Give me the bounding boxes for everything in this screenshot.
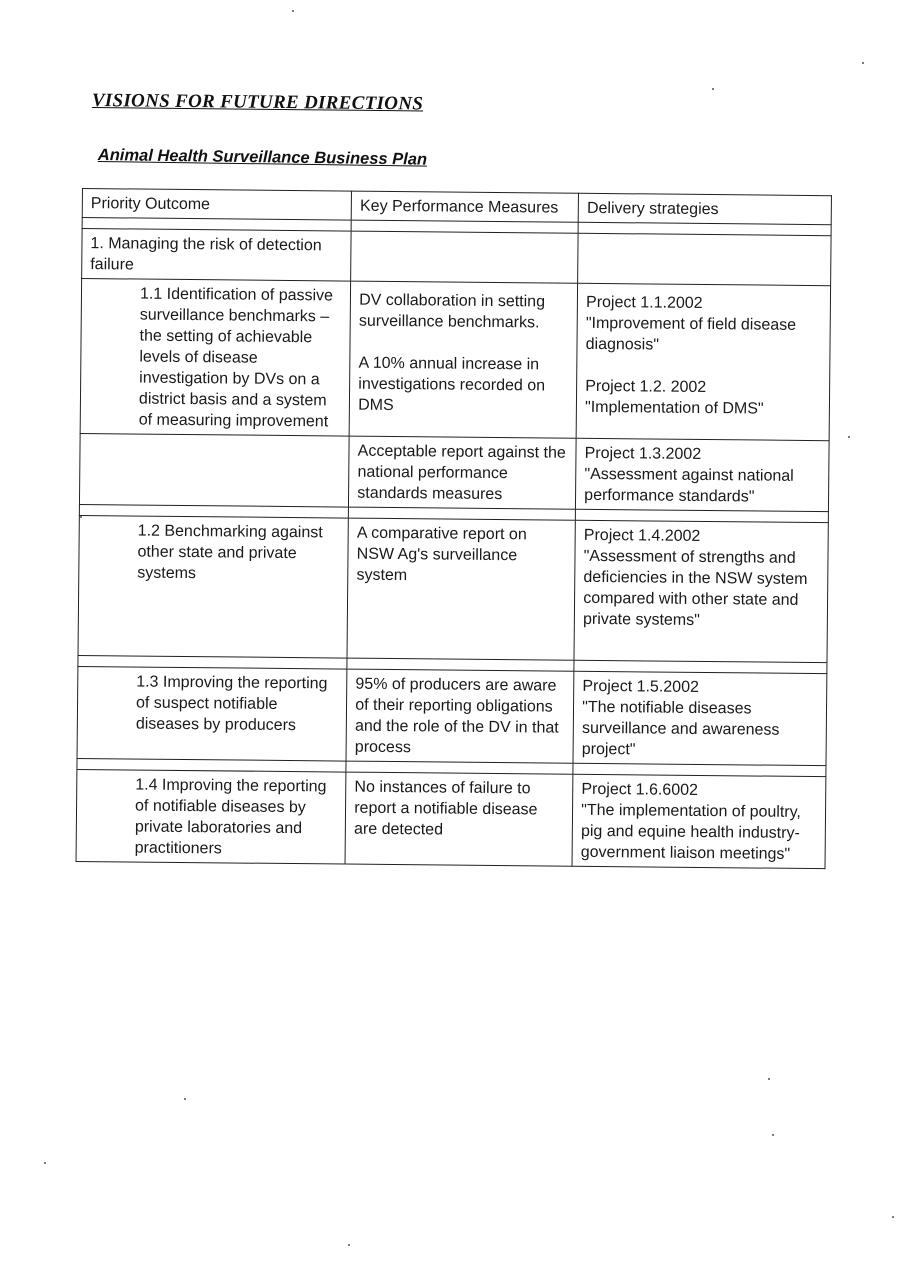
delivery-cell: Project 1.6.6002 "The implementation of poultry, pig and equine health industry-government liaison meetings" (572, 774, 826, 868)
scan-speck (292, 10, 294, 12)
outcome-cell (79, 433, 349, 507)
header-priority-outcome: Priority Outcome (82, 189, 351, 221)
outcome-cell: 1.2 Benchmarking against other state and private systems (78, 515, 349, 658)
table-row (79, 433, 829, 511)
section-heading-row (82, 229, 831, 286)
scan-speck (848, 436, 850, 438)
header-delivery-strategies: Delivery strategies (578, 193, 831, 224)
outcome-cell: 1.1 Identification of passive surveillance benchmarks – the setting of achievable levels of disease investigation by DVs on a district basis and a system of measuring improvement (80, 279, 351, 437)
outcome-cell: 1.3 Improving the reporting of suspect notifiable diseases by producers (77, 666, 347, 761)
outcome-cell: 1.4 Improving the reporting of notifiable diseases by private laboratories and practitioners (76, 769, 346, 864)
scan-speck (348, 1244, 350, 1246)
scan-speck (862, 62, 864, 64)
delivery-cell: Project 1.5.2002 "The notifiable diseases surveillance and awareness project" (573, 671, 827, 765)
table-row (80, 279, 830, 441)
kpm-cell: A comparative report on NSW Ag's surveillance system (347, 518, 575, 660)
table-row (76, 769, 826, 868)
table-row (78, 515, 828, 662)
scan-speck (712, 88, 714, 90)
header-key-performance-measures: Key Performance Measures (351, 191, 578, 222)
scan-speck (44, 1162, 46, 1164)
scan-speck (892, 1216, 894, 1218)
delivery-cell: Project 1.1.2002 "Improvement of field disease diagnosis" Project 1.2. 2002 "Implementation of DMS" (576, 283, 830, 440)
delivery-cell: Project 1.4.2002 "Assessment of strengths and deficiencies in the NSW system compared with other state and private systems" (574, 520, 828, 662)
scan-speck (772, 1134, 774, 1136)
scan-speck (184, 1098, 186, 1100)
table-row (77, 666, 827, 765)
kpm-cell: 95% of producers are aware of their reporting obligations and the role of the DV in that process (346, 669, 574, 763)
section-1-heading: 1. Managing the risk of detection failure (82, 229, 352, 282)
business-plan-table (76, 188, 832, 869)
document-title: VISIONS FOR FUTURE DIRECTIONS (91, 90, 424, 115)
kpm-cell: DV collaboration in setting surveillance benchmarks. A 10% annual increase in investigations recorded on DMS (349, 281, 577, 438)
delivery-cell: Project 1.3.2002 "Assessment against national performance standards" (576, 438, 830, 511)
kpm-cell: Acceptable report against the national performance standards measures (349, 436, 577, 509)
kpm-cell: No instances of failure to report a notifiable disease are detected (345, 772, 573, 866)
scan-speck (768, 1078, 770, 1080)
scan-speck (80, 516, 82, 518)
document-subtitle: Animal Health Surveillance Business Plan (97, 146, 428, 169)
